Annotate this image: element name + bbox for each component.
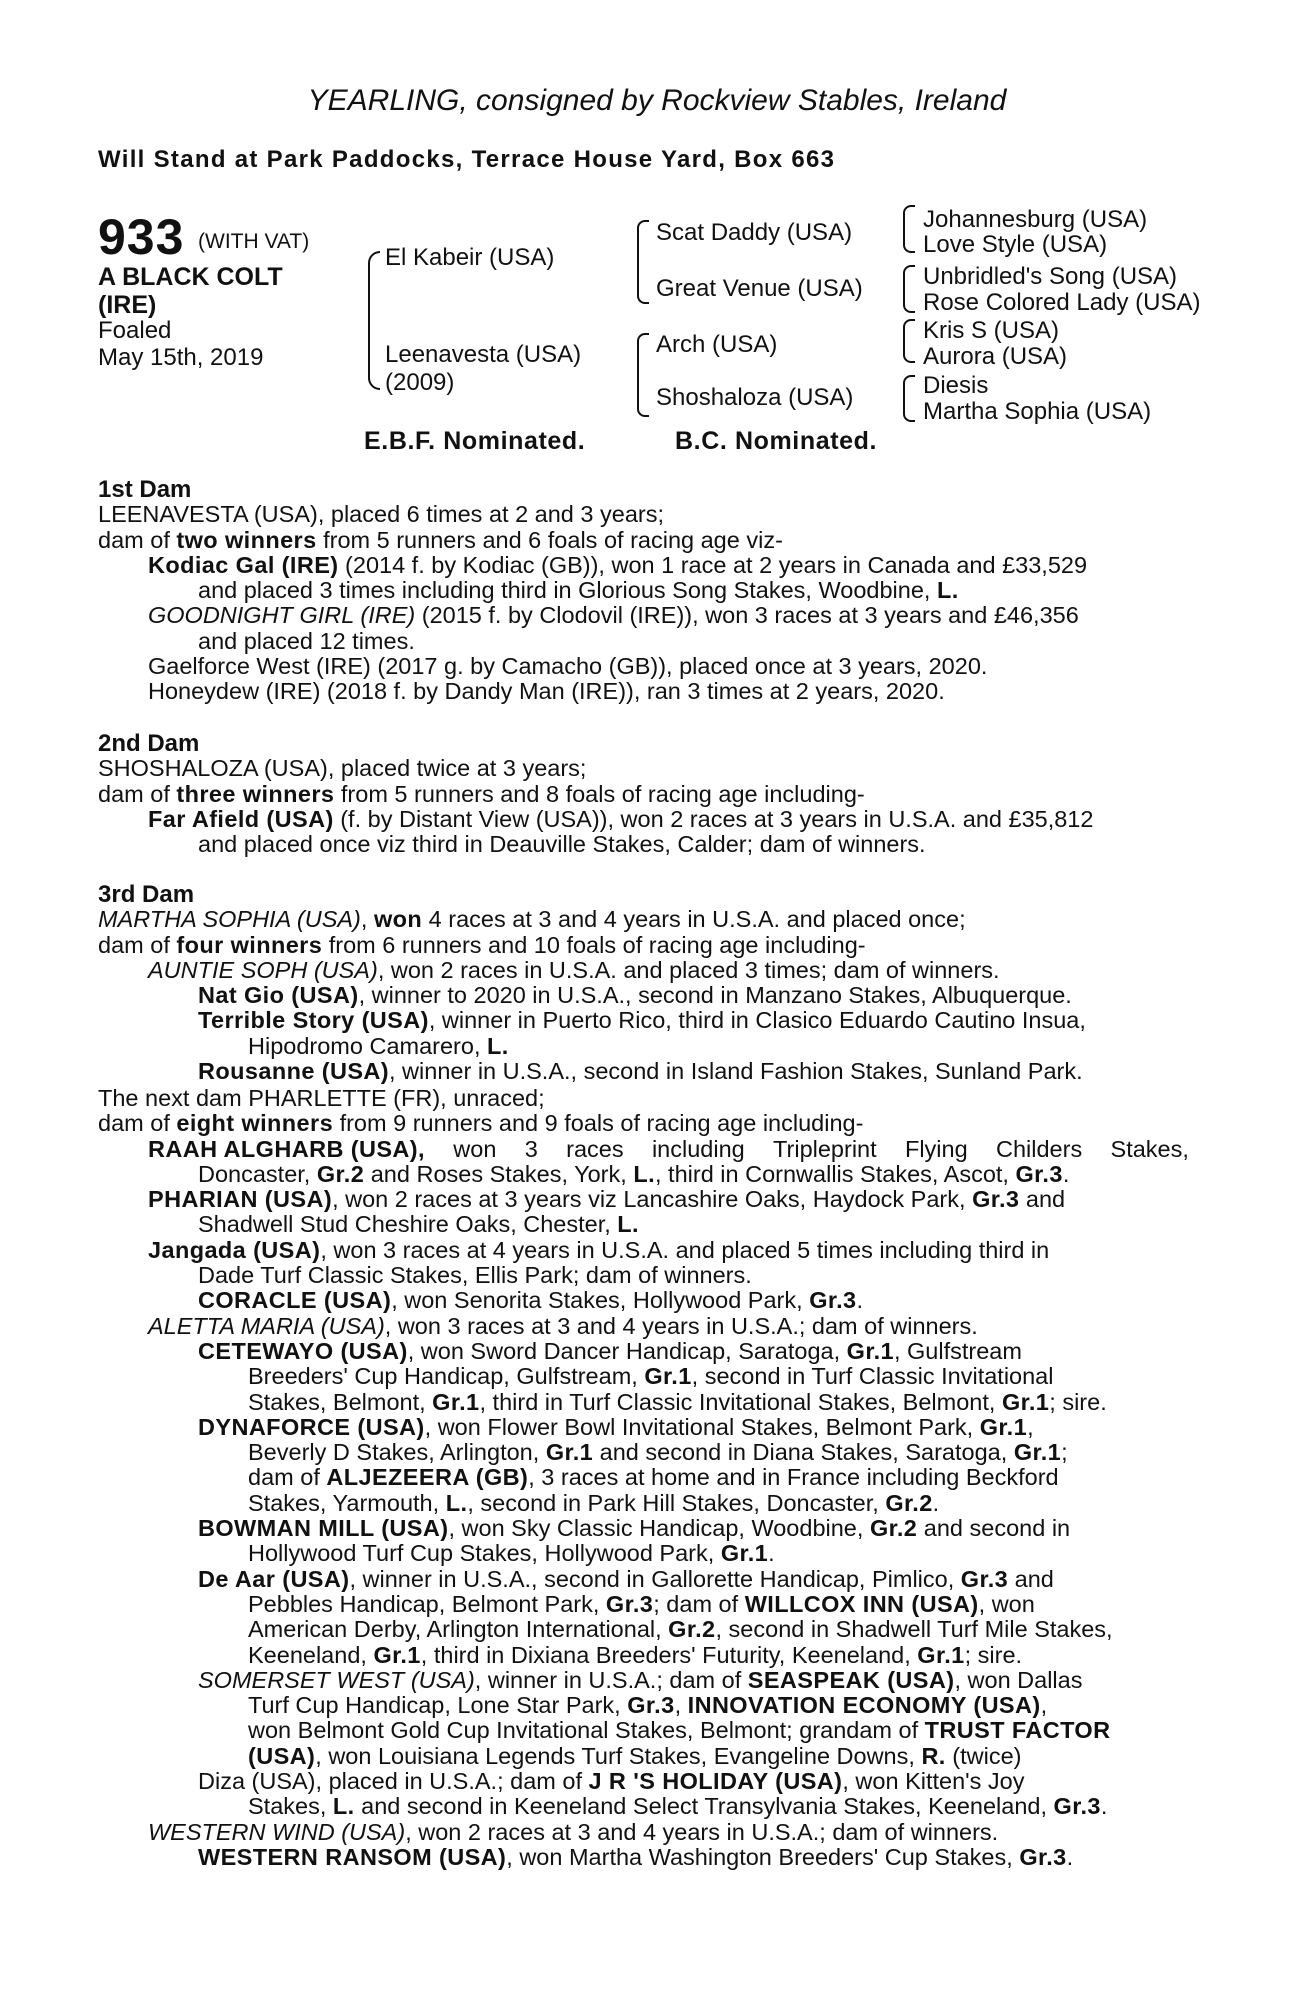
text-line	[98, 782, 1198, 807]
pedigree-sire-dam: Great Venue (USA)	[656, 275, 863, 302]
text-run: ,	[674, 1692, 688, 1719]
text-run: dam of	[98, 526, 177, 553]
text-run: , winner in Puerto Rico, third in Clasico Eduardo Cautino Insua,	[428, 1007, 1086, 1034]
horse-name: Terrible Story (USA)	[198, 1007, 429, 1034]
race-grade: L.	[936, 577, 959, 604]
produce-entry	[98, 1059, 1198, 1084]
horse-name: CORACLE (USA)	[198, 1287, 392, 1314]
pedigree-g4: Rose Colored Lady (USA)	[923, 289, 1201, 316]
race-grade: Gr.3	[960, 1565, 1009, 1592]
text-run: won	[453, 1135, 497, 1162]
text-run: (twice)	[945, 1742, 1022, 1769]
text-run: .	[856, 1287, 864, 1314]
text-line	[98, 933, 1198, 958]
text-line: LEENAVESTA (USA), placed 6 times at 2 and 3 years;	[98, 501, 664, 528]
text-run: , won Flower Bowl Invitational Stakes, Belmont Park,	[424, 1413, 980, 1440]
lot-number: 933	[98, 209, 185, 265]
text-run: American Derby, Arlington International,	[248, 1616, 669, 1643]
text-run: .	[1062, 1160, 1070, 1187]
horse-name: ALJEZEERA (GB)	[326, 1464, 529, 1491]
text-run: ; dam of	[653, 1590, 745, 1617]
text-run: , second in Park Hill Stakes, Doncaster,	[467, 1489, 886, 1516]
horse-name: Kodiac Gal (IRE)	[148, 551, 339, 578]
text-run: Hipodromo Camarero,	[248, 1032, 488, 1059]
text-line	[98, 1794, 1198, 1819]
pedigree-sire: El Kabeir (USA)	[385, 244, 555, 271]
race-grade: Gr.3	[1019, 1843, 1067, 1870]
produce-entry	[98, 1238, 1198, 1263]
produce-entry	[98, 1314, 1198, 1339]
second-dam-section	[98, 731, 1198, 857]
text-run: , won Louisiana Legends Turf Stakes, Evangeline Downs,	[315, 1742, 922, 1769]
winner-count: three winners	[176, 780, 335, 807]
text-run: , won	[978, 1590, 1035, 1617]
pedigree-brace-main	[368, 251, 380, 390]
text-run: Stakes, Belmont,	[248, 1388, 433, 1415]
horse-name: WESTERN WIND (USA)	[148, 1818, 406, 1845]
text-run: and placed 3 times including third in Glorious Song Stakes, Woodbine,	[198, 577, 937, 604]
text-run: dam of	[98, 780, 177, 807]
text-run: 4 races at 3 and 4 years in U.S.A. and placed once;	[422, 906, 966, 933]
pedigree-g3: Unbridled's Song (USA)	[923, 263, 1178, 290]
horse-name: Nat Gio (USA)	[198, 982, 359, 1009]
text-run: , winner in U.S.A.; dam of	[474, 1666, 748, 1693]
produce-entry	[98, 1137, 1189, 1162]
text-line	[98, 1592, 1198, 1617]
pedigree-dam-dam: Shoshaloza (USA)	[656, 384, 854, 411]
text-run: Stakes,	[248, 1793, 333, 1820]
race-grade: Gr.1	[545, 1439, 594, 1466]
text-line	[98, 578, 1198, 603]
text-line	[98, 1212, 1198, 1237]
pedigree-g5: Kris S (USA)	[923, 317, 1060, 344]
text-run: , second in Turf Classic Invitational	[691, 1363, 1054, 1390]
text-line: and placed 12 times.	[198, 627, 415, 654]
race-grade: Gr.1	[846, 1337, 894, 1364]
text-run: Hollywood Turf Cup Stakes, Hollywood Park,	[248, 1540, 721, 1567]
text-run: Stakes, Yarmouth,	[248, 1489, 446, 1516]
produce-entry	[98, 1415, 1198, 1440]
text-line	[98, 1034, 1198, 1059]
text-run: ; sire.	[964, 1641, 1023, 1668]
first-dam-heading: 1st Dam	[98, 476, 192, 503]
text-run: , won 2 races at 3 and 4 years in U.S.A.; dam of winners.	[405, 1818, 999, 1845]
text-run: , third in Turf Classic Invitational Stakes, Belmont,	[479, 1388, 1002, 1415]
text-run: Beverly D Stakes, Arlington,	[248, 1439, 546, 1466]
lot-name	[98, 263, 338, 319]
third-dam-heading: 3rd Dam	[98, 881, 195, 908]
horse-name: PHARIAN (USA)	[148, 1186, 333, 1213]
horse-name: CETEWAYO (USA)	[198, 1337, 408, 1364]
race-grade: L.	[487, 1032, 509, 1059]
produce-entry	[98, 983, 1198, 1008]
produce-entry	[98, 1008, 1198, 1033]
text-line	[98, 1162, 1198, 1187]
pedigree-sire-sire: Scat Daddy (USA)	[656, 219, 853, 246]
horse-name: De Aar (USA)	[198, 1565, 350, 1592]
text-run: , winner in U.S.A., second in Island Fashion Stakes, Sunland Park.	[389, 1058, 1083, 1085]
text-line: and placed once viz third in Deauville Stakes, Calder; dam of winners.	[198, 831, 926, 858]
text-line	[98, 1465, 1198, 1490]
produce-entry	[98, 807, 1198, 832]
text-line: SHOSHALOZA (USA), placed twice at 3 years;	[98, 755, 587, 782]
race-grade: Gr.1	[373, 1641, 421, 1668]
text-run: ,	[1027, 1413, 1034, 1440]
text-run: and	[1008, 1565, 1054, 1592]
text-run: .	[1100, 1793, 1108, 1820]
text-run: Breeders' Cup Handicap, Gulfstream,	[248, 1363, 645, 1390]
pedigree-g8: Martha Sophia (USA)	[923, 398, 1152, 425]
horse-name: BOWMAN MILL (USA)	[198, 1515, 449, 1542]
text-run: , 3 races at home and in France including Beckford	[528, 1464, 1059, 1491]
horse-name: ALETTA MARIA (USA)	[148, 1312, 385, 1339]
race-grade: Gr.2	[885, 1489, 933, 1516]
text-run: Keeneland,	[248, 1641, 374, 1668]
text-line	[98, 1744, 1198, 1769]
text-run: , Gulfstream	[893, 1337, 1022, 1364]
text-run: , third in Dixiana Breeders' Futurity, Keeneland,	[420, 1641, 918, 1668]
race-grade: L.	[445, 1489, 468, 1516]
first-dam-section	[98, 477, 1198, 705]
second-dam-heading: 2nd Dam	[98, 730, 200, 757]
text-run: from 6 runners and 10 foals of racing age including-	[322, 931, 866, 958]
produce-entry	[98, 1187, 1198, 1212]
text-run: dam of	[98, 1110, 177, 1137]
race-grade: Gr.1	[432, 1388, 480, 1415]
horse-name: AUNTIE SOPH (USA)	[148, 956, 378, 983]
produce-entry: Honeydew (IRE) (2018 f. by Dandy Man (IRE)), ran 3 times at 2 years, 2020.	[148, 678, 945, 705]
text-run: from 5 runners and 6 foals of racing age viz-	[316, 526, 783, 553]
text-run: and	[1019, 1186, 1066, 1213]
text-run: .	[768, 1540, 775, 1567]
text-run: races	[566, 1135, 624, 1162]
horse-name: J R 'S HOLIDAY (USA)	[588, 1768, 843, 1795]
horse-name: Jangada (USA)	[148, 1236, 321, 1263]
text-run: .	[932, 1489, 940, 1516]
text-run: and second in	[917, 1515, 1071, 1542]
race-grade: L.	[332, 1793, 355, 1820]
text-run: Tripleprint	[773, 1135, 877, 1162]
produce-entry	[98, 553, 1198, 578]
winner-count: two winners	[176, 526, 317, 553]
text-run: (2015 f. by Clodovil (IRE)), won 3 races at 3 years and £46,356	[415, 602, 1079, 629]
text-run: , won 2 races in U.S.A. and placed 3 times; dam of winners.	[377, 956, 1000, 983]
horse-name: WESTERN RANSOM (USA)	[198, 1843, 507, 1870]
race-grade: Gr.3	[1053, 1793, 1101, 1820]
race-grade: Gr.2	[869, 1515, 918, 1542]
fourth-dam-section	[98, 1086, 1198, 1870]
text-run: Flying	[904, 1135, 968, 1162]
winner-count: four winners	[176, 931, 323, 958]
pedigree-dam-sire: Arch (USA)	[656, 331, 778, 358]
text-run: won Belmont Gold Cup Invitational Stakes, Belmont; grandam of	[248, 1717, 925, 1744]
pedigree-brace-g2	[903, 265, 915, 313]
horse-name: GOODNIGHT GIRL (IRE)	[148, 602, 416, 629]
text-run: including	[651, 1135, 745, 1162]
produce-entry	[98, 603, 1198, 628]
horse-name: DYNAFORCE (USA)	[198, 1413, 425, 1440]
text-run: and second in Diana Stakes, Saratoga,	[593, 1439, 1014, 1466]
text-line	[98, 1693, 1198, 1718]
race-grade: Gr.1	[644, 1363, 692, 1390]
third-dam-section	[98, 882, 1198, 1084]
lot-foaled	[98, 317, 263, 371]
text-run: Pebbles Handicap, Belmont Park,	[248, 1590, 606, 1617]
race-grade: L.	[633, 1160, 655, 1187]
text-run: , won 3 races at 4 years in U.S.A. and placed 5 times including third in	[320, 1236, 1050, 1263]
horse-name: INNOVATION ECONOMY (USA)	[687, 1692, 1041, 1719]
race-grade: Gr.1	[917, 1641, 965, 1668]
text-run: , won Dallas	[954, 1666, 1083, 1693]
produce-entry	[98, 1567, 1198, 1592]
text-run: Diza (USA), placed in U.S.A.; dam of	[198, 1768, 589, 1795]
text-run: , second in Shadwell Turf Mile Stakes,	[715, 1616, 1113, 1643]
race-grade: Gr.1	[1001, 1388, 1050, 1415]
text-line	[98, 1541, 1198, 1566]
race-grade: Gr.2	[316, 1160, 365, 1187]
race-grade: Gr.3	[605, 1590, 654, 1617]
race-grade: Gr.2	[668, 1616, 716, 1643]
produce-entry	[98, 1288, 1198, 1313]
produce-entry	[98, 1820, 1198, 1845]
ebf-nominated: E.B.F. Nominated.	[364, 427, 586, 455]
text-run: , won Kitten's Joy	[842, 1768, 1025, 1795]
text-run: .	[1066, 1843, 1074, 1870]
pedigree-brace-g4	[903, 375, 915, 422]
horse-name: (USA)	[248, 1742, 316, 1769]
text-line	[98, 1440, 1198, 1465]
produce-entry	[98, 1339, 1198, 1364]
text-run: dam of	[248, 1464, 327, 1491]
text-run: Doncaster,	[198, 1160, 317, 1187]
text-run: Childers	[996, 1135, 1083, 1162]
race-grade: Gr.1	[720, 1540, 769, 1567]
text-run: won	[373, 906, 423, 933]
horse-name: WILLCOX INN (USA)	[744, 1590, 979, 1617]
produce-entry	[98, 1769, 1198, 1794]
pedigree-g6: Aurora (USA)	[923, 343, 1068, 370]
stand-location: Will Stand at Park Paddocks, Terrace House Yard, Box 663	[98, 146, 836, 173]
text-run: , winner in U.S.A., second in Gallorette Handicap, Pimlico,	[349, 1565, 961, 1592]
text-line	[98, 1491, 1198, 1516]
horse-name: RAAH ALGHARB (USA),	[148, 1135, 425, 1162]
pedigree-brace-sire	[637, 220, 649, 304]
text-run: , winner to 2020 in U.S.A., second in Manzano Stakes, Albuquerque.	[358, 982, 1072, 1009]
text-run: , won Sky Classic Handicap, Woodbine,	[448, 1515, 870, 1542]
race-grade: Gr.3	[1015, 1160, 1063, 1187]
text-run: , won Senorita Stakes, Hollywood Park,	[391, 1287, 810, 1314]
text-run: , won 3 races at 3 and 4 years in U.S.A.; dam of winners.	[384, 1312, 978, 1339]
pedigree-dam: Leenavesta (USA)	[385, 341, 582, 368]
text-line	[98, 1390, 1198, 1415]
text-run: and Roses Stakes, York,	[364, 1160, 634, 1187]
text-run: , won Martha Washington Breeders' Cup Stakes,	[506, 1843, 1020, 1870]
text-run: (2014 f. by Kodiac (GB)), won 1 race at 2 years in Canada and £33,529	[338, 551, 1088, 578]
race-grade: Gr.3	[809, 1287, 857, 1314]
text-run: ,	[360, 906, 374, 933]
text-line	[98, 1718, 1198, 1743]
winner-count: eight winners	[176, 1110, 334, 1137]
text-run: 3	[524, 1135, 538, 1162]
text-run: , third in Cornwallis Stakes, Ascot,	[655, 1160, 1016, 1187]
text-line	[98, 1364, 1198, 1389]
text-line	[98, 907, 1198, 932]
text-run: , won 2 races at 3 years viz Lancashire Oaks, Haydock Park,	[332, 1186, 973, 1213]
produce-entry	[98, 1668, 1198, 1693]
produce-entry: Gaelforce West (IRE) (2017 g. by Camacho (GB)), placed once at 3 years, 2020.	[148, 653, 988, 680]
text-run: from 9 runners and 9 foals of racing age including-	[333, 1110, 864, 1137]
text-run: (f. by Distant View (USA)), won 2 races at 3 years in U.S.A. and £35,812	[333, 805, 1094, 832]
page-title: YEARLING, consigned by Rockview Stables, Ireland	[307, 84, 1007, 117]
text-line	[98, 528, 1198, 553]
pedigree-dam-year: (2009)	[385, 369, 455, 396]
text-line: Dade Turf Classic Stakes, Ellis Park; dam of winners.	[198, 1262, 752, 1289]
horse-name: Far Afield (USA)	[148, 805, 334, 832]
text-run: ,	[1040, 1692, 1048, 1719]
text-run: ;	[1061, 1439, 1068, 1466]
text-line: The next dam PHARLETTE (FR), unraced;	[98, 1085, 545, 1111]
lot-name-line2: (IRE)	[98, 291, 157, 319]
text-run: Stakes,	[1110, 1135, 1189, 1162]
pedigree-brace-g3	[903, 319, 915, 363]
pedigree-g7: Diesis	[923, 372, 989, 399]
race-grade: R.	[921, 1742, 946, 1769]
race-grade: L.	[617, 1211, 639, 1238]
produce-entry	[98, 1845, 1198, 1870]
race-grade: Gr.3	[972, 1186, 1020, 1213]
race-grade: Gr.3	[627, 1692, 675, 1719]
text-run: and second in Keeneland Select Transylvania Stakes, Keeneland,	[354, 1793, 1054, 1820]
pedigree-brace-dam	[637, 333, 649, 417]
produce-entry	[98, 958, 1198, 983]
text-run: Shadwell Stud Cheshire Oaks, Chester,	[198, 1211, 618, 1238]
text-run: ; sire.	[1049, 1388, 1107, 1415]
horse-name: SOMERSET WEST (USA)	[198, 1666, 475, 1693]
pedigree-g2: Love Style (USA)	[923, 231, 1108, 258]
text-line	[98, 1643, 1198, 1668]
race-grade: Gr.1	[979, 1413, 1028, 1440]
pedigree-g1: Johannesburg (USA)	[923, 206, 1148, 233]
text-run: Turf Cup Handicap, Lone Star Park,	[248, 1692, 628, 1719]
text-run: from 5 runners and 8 foals of racing age including-	[334, 780, 865, 807]
foaled-label: Foaled	[98, 317, 172, 344]
lot-name-line1: A BLACK COLT	[98, 263, 283, 291]
bc-nominated: B.C. Nominated.	[675, 427, 878, 455]
horse-name: Rousanne (USA)	[198, 1058, 389, 1085]
pedigree-brace-g1	[903, 205, 915, 253]
text-line	[98, 1617, 1198, 1642]
lot-vat: (WITH VAT)	[198, 230, 310, 253]
race-grade: Gr.1	[1013, 1439, 1062, 1466]
horse-name: SEASPEAK (USA)	[747, 1666, 955, 1693]
horse-name: MARTHA SOPHIA (USA)	[98, 906, 361, 933]
produce-entry	[98, 1516, 1198, 1541]
foaled-date: May 15th, 2019	[98, 344, 264, 371]
text-line	[98, 1111, 1198, 1136]
text-run: dam of	[98, 931, 177, 958]
horse-name: TRUST FACTOR	[924, 1717, 1111, 1744]
text-run: , won Sword Dancer Handicap, Saratoga,	[407, 1337, 847, 1364]
